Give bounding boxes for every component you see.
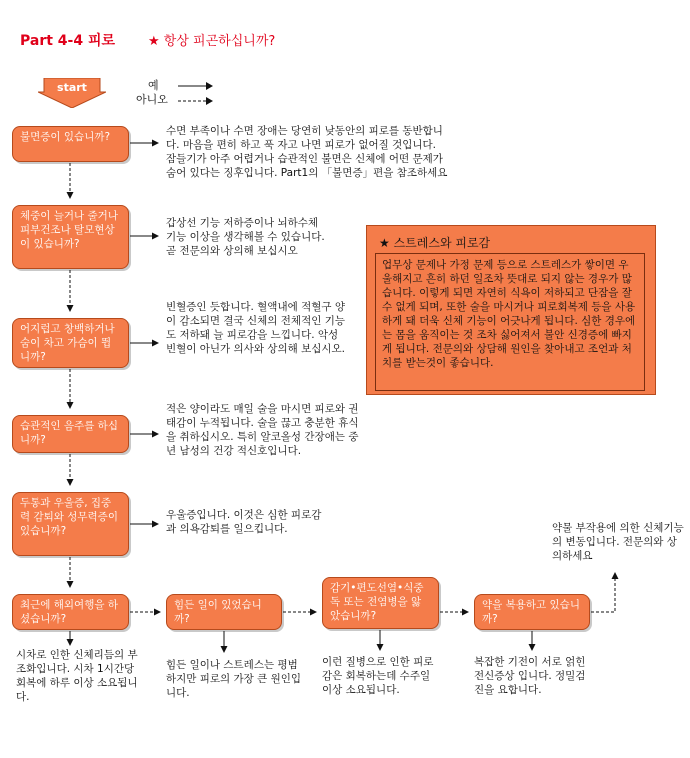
answer-infection: 이런 질병으로 인한 피로감은 회복하는데 수주일 이상 소요됩니다. <box>322 656 434 696</box>
answer-travel: 시차로 인한 신체리듬의 부조화입니다. 시차 1시간당 회복에 하루 이상 소요됩니다. <box>16 649 138 703</box>
question-depression: 두통과 우울증, 집중력 감퇴와 성무력증이 있습니까? <box>12 492 129 556</box>
page-title: Part 4-4 피로 <box>20 33 116 49</box>
answer-medication: 복잡한 기전이 서로 얽힌 전신증상 입니다. 정밀검진을 요합니다. <box>474 656 586 696</box>
start-label: start <box>57 81 87 94</box>
answer-hard-work: 힘든 일이나 스트레스는 평범하지만 피로의 가장 큰 원인입니다. <box>166 659 302 699</box>
answer-drinking: 적은 양이라도 매일 술을 마시면 피로와 권태감이 누적됩니다. 술을 끊고 충분한 휴식을 취하십시오. 특히 알코올성 간장애는 중년 남성의 건강 적신호입니다. <box>166 403 359 457</box>
page-subtitle: ★ 항상 피곤하십니까? <box>148 34 276 49</box>
question-drinking: 습관적인 음주를 하십니까? <box>12 415 129 453</box>
question-hard-work: 힘든 일이 있었습니까? <box>166 594 282 630</box>
question-medication: 약을 복용하고 있습니까? <box>474 594 590 630</box>
legend-yes-label: 예 <box>148 79 159 92</box>
answer-insomnia: 수면 부족이나 수면 장애는 당연히 낮동안의 피로를 동반합니다. 마음을 편히 하고 푹 자고 나면 피로가 없어질 것입니다. 잠들기가 아주 어렵거나 습관적인 불면은 신체에 어떤 문제가 숨어 있다는 징후입니다. Part1의 「불면증」편을 참조하세요 <box>166 125 448 179</box>
question-infection: 감기•편도선염•식중독 또는 전염병을 앓았습니까? <box>322 577 439 629</box>
answer-weight-change: 갑상선 기능 저하증이나 뇌하수체기능 이상을 생각해볼 수 있습니다. 곧 전문의와 상의해 보십시오 <box>166 217 325 257</box>
legend-no-label: 아니오 <box>136 93 168 106</box>
answer-drug-side-effect: 약물 부작용에 의한 신체기능의 변동입니다. 전문의와 상의하세요 <box>552 522 684 562</box>
question-insomnia: 불면증이 있습니까? <box>12 126 129 162</box>
stress-info-body: 업무상 문제나 가정 문제 등으로 스트레스가 쌓이면 우울해지고 흔히 하던 일조차 뜻대로 되지 않는 경우가 많습니다. 이렇게 되면 자연히 식욕이 저하되고 단잠을 잘 수 없게 되며, 또한 술을 마시거나 피로회복제 등을 사용하게 돼 더욱 신체 기능이 어긋나게 됩니다. 심한 경우에는 몸을 움직이는 것 조차 싫어져서 불안 신경증에 빠지게 됩니다. 전문의와 상담해 원인을 찾아내고 조언과 처치를 받는것이 좋습니다. <box>375 253 645 391</box>
answer-dizziness: 빈혈증인 듯합니다. 혈액내에 적혈구 양이 감소되면 결국 신체의 전체적인 기능도 저하돼 늘 피로감을 느낍니다. 악성 빈혈이 아닌가 의사와 상의해 보십시오. <box>166 301 345 355</box>
answer-depression: 우울증입니다. 이것은 심한 피로감과 의욕감퇴를 일으킵니다. <box>166 509 322 535</box>
question-travel: 최근에 해외여행을 하셨습니까? <box>12 594 129 630</box>
question-dizziness: 어지럽고 창백하거나 숨이 차고 가슴이 뜁니까? <box>12 318 129 368</box>
stress-info-title: ★ 스트레스와 피로감 <box>379 236 491 250</box>
question-weight-change: 체중이 늘거나 줄거나 피부건조나 탈모현상이 있습니까? <box>12 205 129 269</box>
